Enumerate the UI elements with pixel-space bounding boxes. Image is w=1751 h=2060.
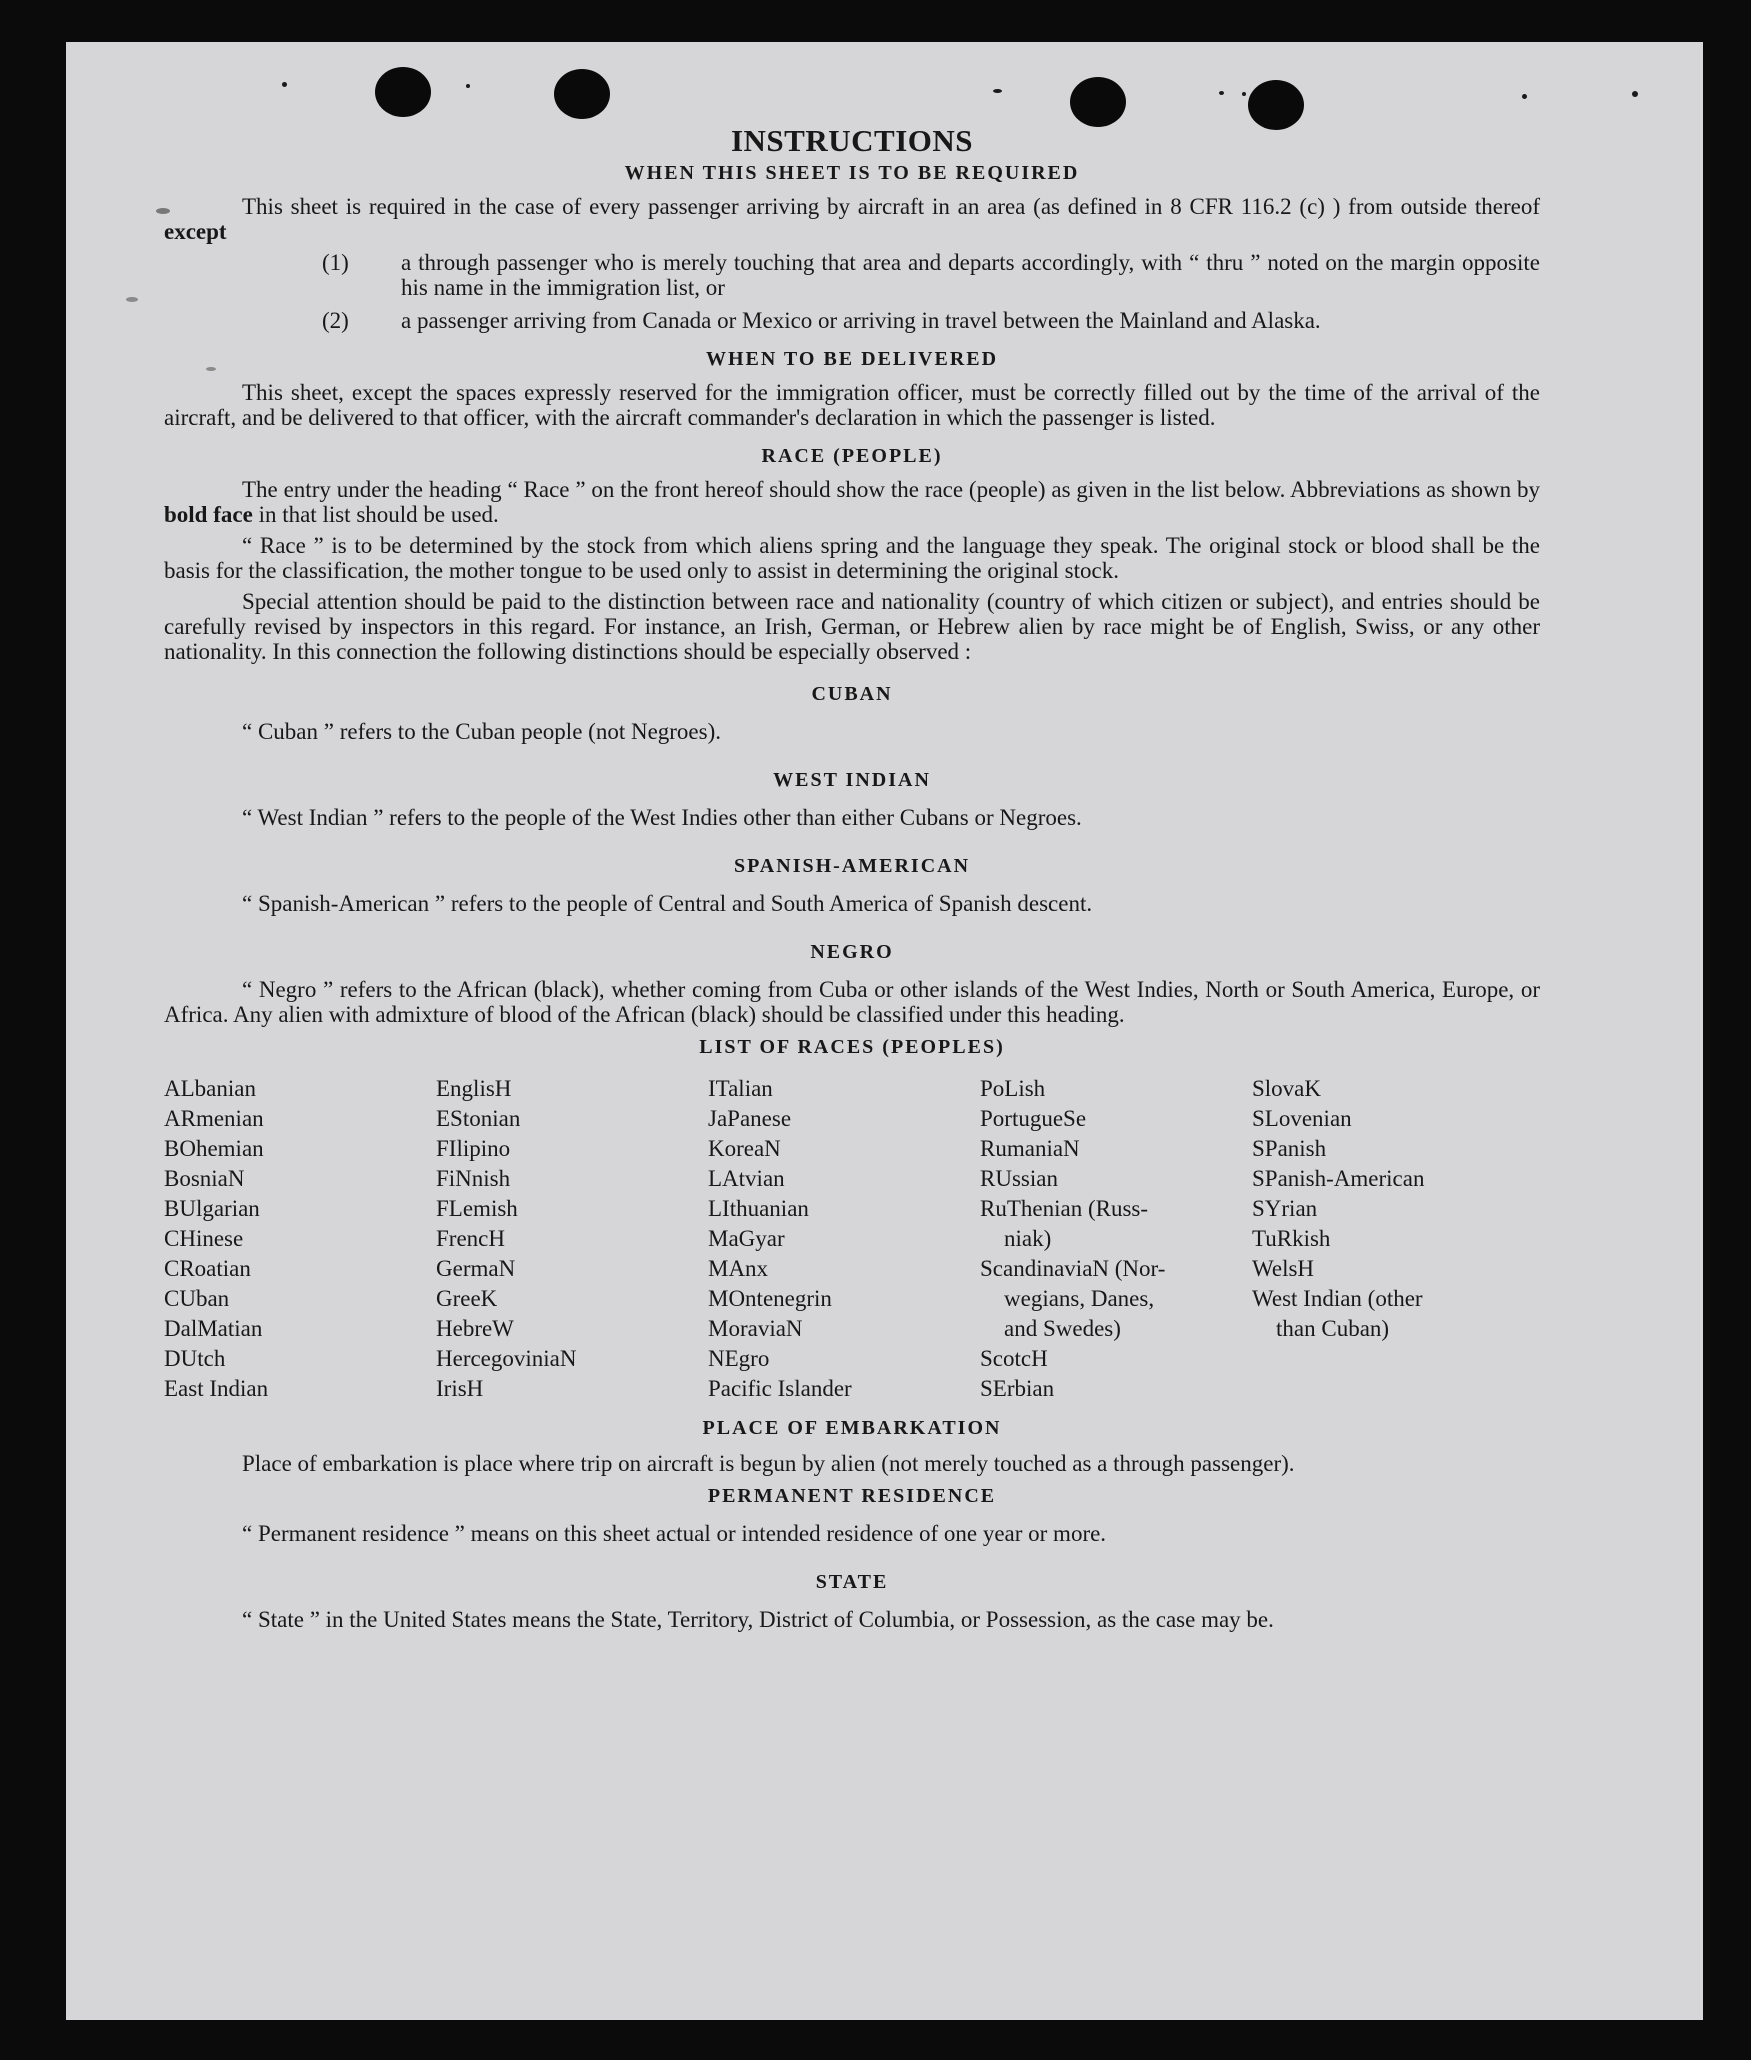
race-entry: ScotcH <box>980 1346 1048 1371</box>
race-entry: MoraviaN <box>708 1316 803 1341</box>
cuban-paragraph: “ Cuban ” refers to the Cuban people (not Negroes). <box>242 719 722 744</box>
race-entry: DalMatian <box>164 1316 263 1341</box>
speck <box>1522 94 1527 99</box>
race-entry: wegians, Danes, <box>1004 1286 1155 1311</box>
race-p1-bold: bold face <box>164 502 253 527</box>
exception-item <box>164 308 1540 333</box>
race-entry: SLovenian <box>1252 1106 1352 1131</box>
race-entry: CHinese <box>164 1226 244 1251</box>
heading-when-delivered: WHEN TO BE DELIVERED <box>705 348 999 370</box>
speck <box>1632 91 1638 97</box>
race-entry: HercegoviniaN <box>436 1346 577 1371</box>
race-entry: RumaniaN <box>980 1136 1080 1161</box>
race-entry: LIthuanian <box>708 1196 809 1221</box>
race-entry: MaGyar <box>708 1226 785 1251</box>
race-entry: RUssian <box>980 1166 1058 1191</box>
race-entry: PortugueSe <box>980 1106 1087 1131</box>
race-entry: GermaN <box>436 1256 516 1281</box>
embarkation-paragraph: Place of embarkation is place where trip on aircraft is begun by alien (not merely touched as a through passenger). <box>242 1451 1295 1476</box>
state-paragraph: “ State ” in the United States means the State, Territory, District of Columbia, or Possession, as the case may be. <box>242 1607 1274 1632</box>
race-entry: CRoatian <box>164 1256 251 1281</box>
race-entry: EStonian <box>436 1106 521 1131</box>
races-column <box>164 1074 436 1404</box>
races-column <box>436 1074 708 1404</box>
races-column <box>708 1074 980 1404</box>
race-paragraph-3: Special attention should be paid to the distinction between race and nationality (country of which citizen or subject), and entries should be carefully revised by inspectors in this regard. For instance, an Irish, German, or Hebrew alien by race might be of English, Swiss, or any other nationality. In this connection the following distinctions should be especially observed : <box>164 589 1540 664</box>
heading-state: STATE <box>815 1571 889 1593</box>
race-entry: HebreW <box>436 1316 514 1341</box>
required-except: except <box>164 219 227 244</box>
west-indian-paragraph: “ West Indian ” refers to the people of the West Indies other than either Cubans or Negroes. <box>242 805 1082 830</box>
race-entry: BOhemian <box>164 1136 264 1161</box>
race-entry: JaPanese <box>708 1106 792 1131</box>
spanish-american-paragraph: “ Spanish-American ” refers to the people of Central and South America of Spanish descent. <box>242 891 1093 916</box>
race-entry: East Indian <box>164 1376 269 1401</box>
heading-list-of-races: LIST OF RACES (PEOPLES) <box>699 1036 1005 1058</box>
race-entry: Pacific Islander <box>708 1376 852 1401</box>
exception-text: a passenger arriving from Canada or Mexico or arriving in travel between the Mainland and Alaska. <box>401 308 1321 333</box>
race-entry: FIlipino <box>436 1136 511 1161</box>
speck <box>993 89 1002 93</box>
race-entry: FiNnish <box>436 1166 511 1191</box>
race-entry: GreeK <box>436 1286 498 1311</box>
race-entry: NEgro <box>708 1346 770 1371</box>
race-entry: niak) <box>1004 1226 1052 1251</box>
race-p1-text: The entry under the heading “ Race ” on the front hereof should show the race (people) as given in the list below. Abbreviations as shown by <box>242 477 1540 502</box>
race-entry: FLemish <box>436 1196 518 1221</box>
race-paragraph-2: “ Race ” is to be determined by the stock from which aliens spring and the language they speak. The original stock or blood shall be the basis for the classification, the mother tongue to be used only to assist in determining the original stock. <box>164 533 1540 583</box>
race-entry: MOntenegrin <box>708 1286 832 1311</box>
races-table <box>164 1074 1540 1404</box>
race-entry: DUtch <box>164 1346 226 1371</box>
race-entry: SlovaK <box>1252 1076 1321 1101</box>
required-paragraph <box>164 194 1540 244</box>
race-entry: LAtvian <box>708 1166 785 1191</box>
race-entry: BosniaN <box>164 1166 245 1191</box>
race-entry: MAnx <box>708 1256 769 1281</box>
page-title: INSTRUCTIONS <box>730 123 973 158</box>
negro-paragraph: “ Negro ” refers to the African (black), whether coming from Cuba or other islands of the West Indies, North or South America, Europe, or Africa. Any alien with admixture of blood of the African (black) should be classified under this heading. <box>164 977 1540 1027</box>
heading-when-required: WHEN THIS SHEET IS TO BE REQUIRED <box>624 162 1080 184</box>
race-entry: WelsH <box>1252 1256 1315 1281</box>
race-entry: West Indian (other <box>1252 1286 1423 1311</box>
race-entry: PoLish <box>980 1076 1046 1101</box>
punch-hole <box>554 69 610 119</box>
punch-hole <box>1070 77 1126 127</box>
speck <box>466 84 470 88</box>
speck <box>1219 91 1224 95</box>
race-entry: CUban <box>164 1286 230 1311</box>
race-entry: IrisH <box>436 1376 484 1401</box>
races-column <box>980 1074 1252 1404</box>
race-entry: FrencH <box>436 1226 505 1251</box>
speck <box>282 82 287 87</box>
race-entry: SYrian <box>1252 1196 1318 1221</box>
speck <box>1242 92 1246 96</box>
exception-item <box>164 250 1540 300</box>
race-entry: SPanish <box>1252 1136 1327 1161</box>
delivered-paragraph: This sheet, except the spaces expressly reserved for the immigration officer, must be correctly filled out by the time of the arrival of the aircraft, and be delivered to that officer, with the aircraft commander's declaration in which the passenger is listed. <box>164 380 1540 430</box>
heading-spanish-american: SPANISH-AMERICAN <box>733 855 971 877</box>
race-entry: ITalian <box>708 1076 773 1101</box>
race-entry: KoreaN <box>708 1136 781 1161</box>
heading-negro: NEGRO <box>810 941 894 963</box>
heading-west-indian: WEST INDIAN <box>773 769 931 791</box>
race-entry: and Swedes) <box>1004 1316 1121 1341</box>
exception-number: (2) <box>322 308 349 333</box>
speck <box>126 297 138 302</box>
race-entry: RuThenian (Russ- <box>980 1196 1149 1221</box>
heading-permanent-residence: PERMANENT RESIDENCE <box>707 1485 997 1507</box>
race-entry: ARmenian <box>164 1106 264 1131</box>
heading-embarkation: PLACE OF EMBARKATION <box>702 1417 1002 1439</box>
exception-text: a through passenger who is merely touching that area and departs accordingly, with “ thru ” noted on the margin opposite his name in the immigration list, or <box>401 250 1540 300</box>
race-entry: EnglisH <box>436 1076 512 1101</box>
race-entry: ALbanian <box>164 1076 256 1101</box>
required-text: This sheet is required in the case of every passenger arriving by aircraft in an area (as defined in 8 CFR 116.2 (c) ) from outside thereof <box>242 194 1540 219</box>
race-p1-end: in that list should be used. <box>258 502 499 527</box>
races-column <box>1252 1074 1524 1404</box>
race-entry: SErbian <box>980 1376 1055 1401</box>
race-entry: BUlgarian <box>164 1196 260 1221</box>
heading-race: RACE (PEOPLE) <box>761 445 943 467</box>
residence-paragraph: “ Permanent residence ” means on this sheet actual or intended residence of one year or more. <box>242 1521 1107 1546</box>
race-entry: SPanish-American <box>1252 1166 1425 1191</box>
punch-hole <box>375 67 431 117</box>
heading-cuban: CUBAN <box>811 683 893 705</box>
exception-number: (1) <box>322 250 349 275</box>
race-entry: than Cuban) <box>1276 1316 1390 1341</box>
race-entry: TuRkish <box>1252 1226 1331 1251</box>
instructions-content <box>164 123 1540 1632</box>
race-entry: ScandinaviaN (Nor- <box>980 1256 1166 1281</box>
punch-hole <box>1248 80 1304 130</box>
race-paragraph-1 <box>164 477 1540 527</box>
